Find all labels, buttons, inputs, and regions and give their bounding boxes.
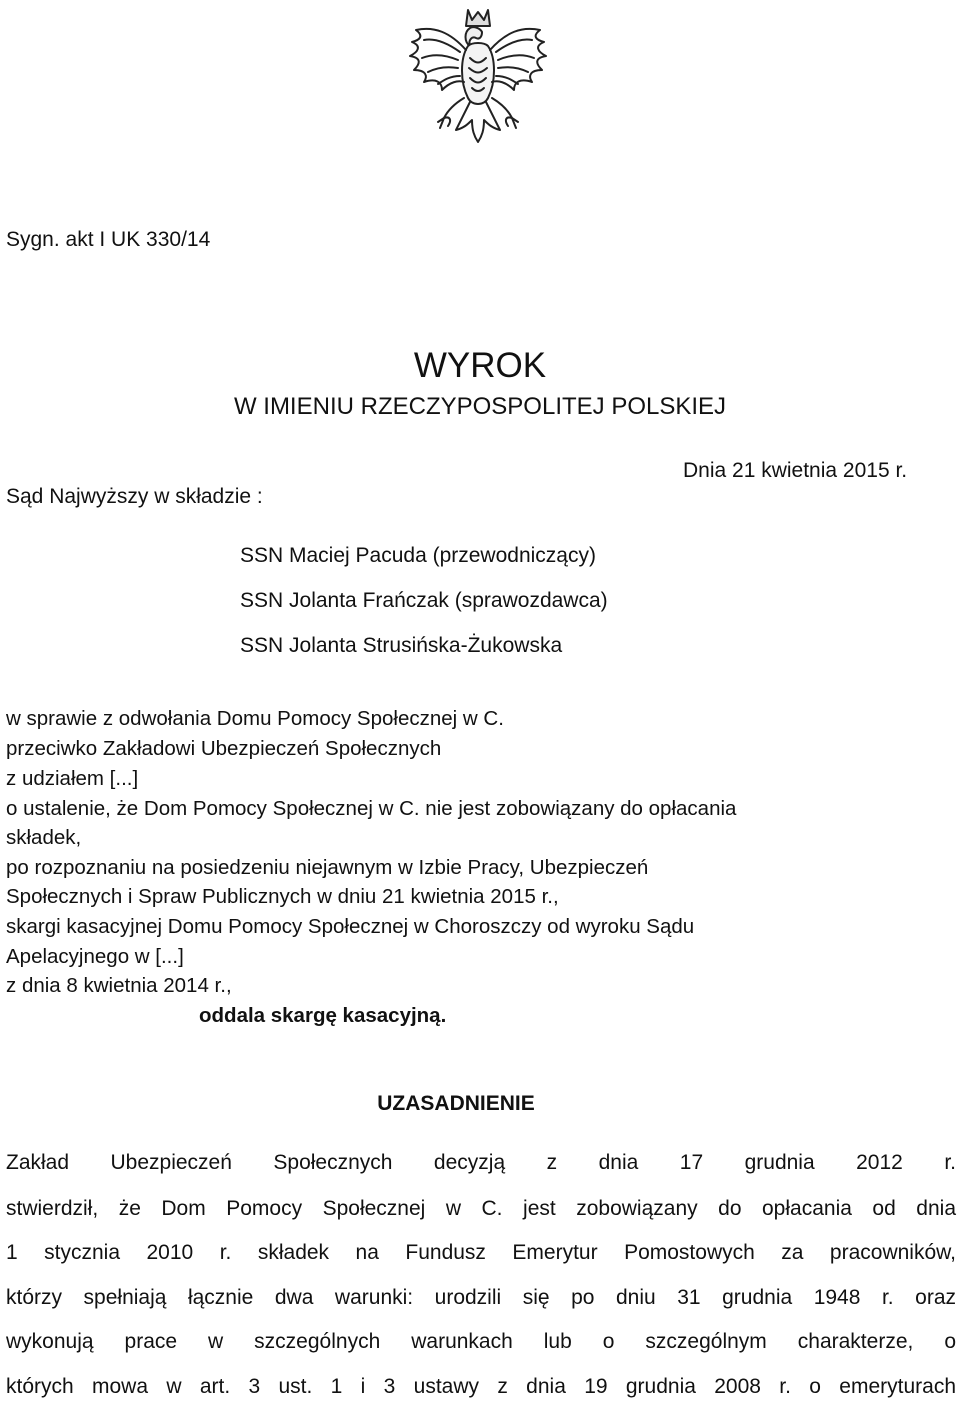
case-line: Społecznych i Spraw Publicznych w dniu 21 kwietnia 2015 r., — [6, 885, 559, 908]
justification-line: Zakład Ubezpieczeń Społecznych decyzją z dnia 17 grudnia 2012 r. — [6, 1151, 956, 1174]
polish-eagle-emblem-icon — [398, 2, 558, 167]
judge-3: SSN Jolanta Strusińska-Żukowska — [240, 634, 563, 657]
case-signature: Sygn. akt I UK 330/14 — [6, 228, 211, 251]
judge-2: SSN Jolanta Frańczak (sprawozdawca) — [240, 589, 608, 612]
judge-1: SSN Maciej Pacuda (przewodniczący) — [240, 544, 596, 567]
justification-heading: UZASADNIENIE — [377, 1092, 535, 1115]
case-line: z dnia 8 kwietnia 2014 r., — [6, 974, 232, 997]
ruling-text: oddala skargę kasacyjną. — [199, 1004, 447, 1027]
judgment-date: Dnia 21 kwietnia 2015 r. — [683, 459, 908, 482]
justification-line: których mowa w art. 3 ust. 1 i 3 ustawy z dnia 19 grudnia 2008 r. o emeryturach — [6, 1375, 956, 1398]
justification-line: którzy spełniają łącznie dwa warunki: urodzili się po dniu 31 grudnia 1948 r. oraz — [6, 1286, 956, 1309]
case-line: o ustalenie, że Dom Pomocy Społecznej w C. nie jest zobowiązany do opłacania — [6, 797, 737, 820]
justification-line: wykonują prace w szczególnych warunkach lub o szczególnym charakterze, o — [6, 1330, 956, 1353]
justification-line: 1 stycznia 2010 r. składek na Fundusz Emerytur Pomostowych za pracowników, — [6, 1241, 956, 1264]
document-title: WYROK — [413, 346, 547, 385]
case-line: w sprawie z odwołania Domu Pomocy Społecznej w C. — [6, 707, 504, 730]
document-subtitle: W IMIENIU RZECZYPOSPOLITEJ POLSKIEJ — [233, 393, 727, 420]
case-line: po rozpoznaniu na posiedzeniu niejawnym w Izbie Pracy, Ubezpieczeń — [6, 856, 649, 879]
case-line: Apelacyjnego w [...] — [6, 945, 184, 968]
case-line: skargi kasacyjnej Domu Pomocy Społecznej w Choroszczy od wyroku Sądu — [6, 915, 695, 938]
justification-line: stwierdził, że Dom Pomocy Społecznej w C. jest zobowiązany do opłacania od dnia — [6, 1197, 956, 1220]
court-composition-label: Sąd Najwyższy w składzie : — [6, 485, 263, 508]
case-line: z udziałem [...] — [6, 767, 139, 790]
case-line: przeciwko Zakładowi Ubezpieczeń Społecznych — [6, 737, 442, 760]
case-line: składek, — [6, 826, 82, 849]
